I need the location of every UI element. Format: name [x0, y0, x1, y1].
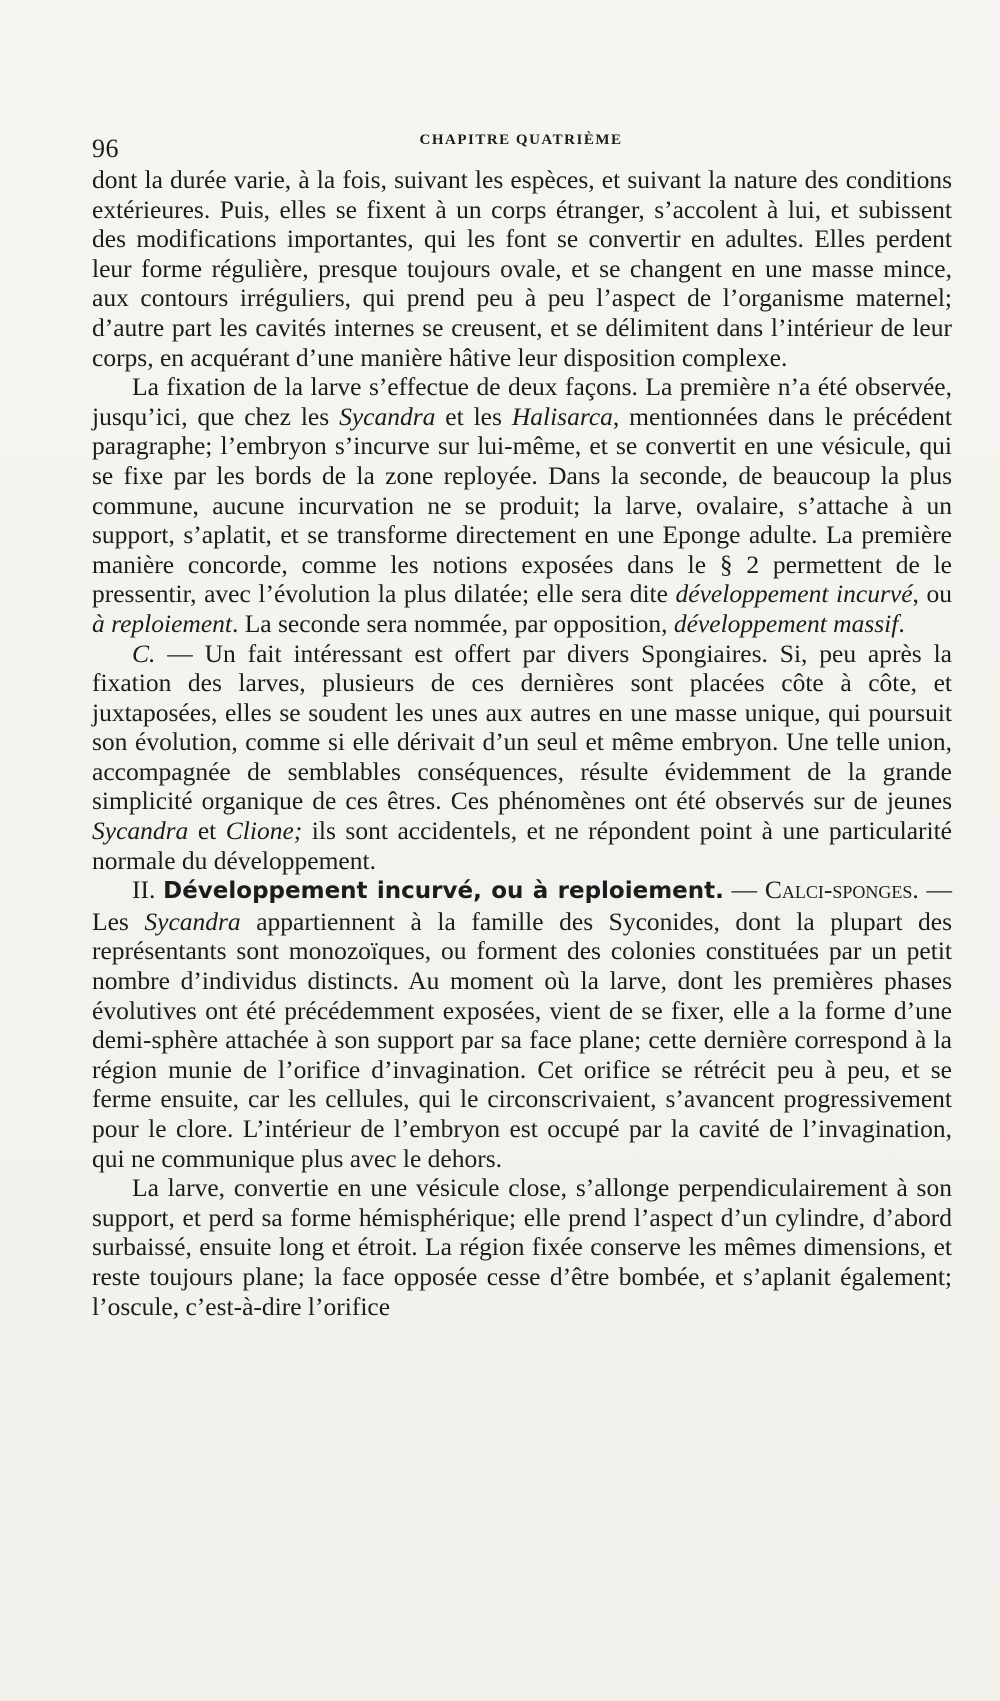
section-letter: C.	[132, 638, 156, 668]
paragraph-fixation	[92, 372, 952, 638]
text-run: ils sont accidentels, et ne répondent point à une particularité normale du développement.	[92, 816, 952, 875]
body-text	[92, 165, 952, 1321]
section-heading: Développement incurvé, ou à reploiement.	[163, 878, 724, 905]
text-run: , ou	[912, 579, 953, 609]
text-run: et les	[435, 401, 512, 431]
subsection-label: Calci-sponges.	[764, 875, 919, 905]
section-numeral: II.	[132, 875, 156, 905]
paragraph-larve: La larve, convertie en une vésicule close, s’allonge perpendiculairement à son support, et perd sa forme hémisphérique; elle prend l’aspect d’un cylindre, d’abord surbaissé, ensuite long et étroit. La région fixée conserve les mêmes dimensions, et reste toujours plane; la face opposée cesse d’être bombée, et s’aplanit également; l’oscule, c’est-à-dire l’orifice	[92, 1173, 952, 1321]
taxon-name: Sycandra	[92, 816, 189, 846]
taxon-name: Clione;	[225, 816, 303, 846]
text-run: — Un fait intéressant est offert par divers Spongiaires. Si, peu après la fixation des larves, plusieurs de ces dernières sont placées côte à côte, et juxtaposées, elles se soudent les unes aux autres en une masse unique, qui poursuit son évolution, comme si elle dérivait d’un seul et même embryon. Une telle union, accompagnée de semblables conséquences, résulte évidemment de la grande simplicité organique de ces êtres. Ces phénomènes ont été observés sur de jeunes	[92, 638, 952, 816]
term-italic: à reploiement	[92, 608, 232, 638]
taxon-name: Halisarca	[511, 401, 613, 431]
text-run: .	[898, 608, 905, 638]
term-italic: développement massif	[673, 608, 899, 638]
text-run: — Les	[92, 875, 953, 936]
text-run: La fixation de la larve s’effectue de deux façons. La première n’a été observée, jusqu’ici, que chez les	[92, 372, 952, 431]
paragraph-c	[92, 639, 952, 876]
paragraph-section-ii	[92, 875, 952, 1173]
taxon-name: Sycandra	[144, 906, 241, 936]
text-run: appartiennent à la famille des Syconides, dont la plupart des représentants sont monozoïques, ou forment des colonies constituées par un petit nombre d’individus distincts. Au moment où la larve, dont les premières phases évolutives ont été précédemment exposées, vient de se fixer, elle a la forme d’une demi-sphère attachée à son support par sa face plane; cette dernière correspond à la région munie de l’orifice d’invagination. Cet orifice se rétrécit peu à peu, et se ferme ensuite, car les cellules, qui le circonscrivaient, s’avancent progressivement pour le clore. L’intérieur de l’embryon est occupé par la cavité de l’invagination, qui ne communique plus avec le dehors.	[92, 906, 952, 1173]
taxon-name: Sycandra	[339, 401, 436, 431]
text-run: et	[188, 816, 226, 846]
running-head	[92, 128, 950, 168]
paragraph-continuation: dont la durée varie, à la fois, suivant les espèces, et suivant la nature des conditions extérieures. Puis, elles se fixent à un corps étranger, s’accolent à lui, et subissent des modifications importantes, qui les font se convertir en adultes. Elles perdent leur forme régulière, presque toujours ovale, et se changent en une masse mince, aux contours irréguliers, qui prend peu à peu l’aspect de l’organisme maternel; d’autre part les cavités internes se creusent, et se délimitent dans l’intérieur de leur corps, en acquérant d’une manière hâtive leur disposition complexe.	[92, 165, 952, 372]
text-run: , mentionnées dans le précédent paragraphe; l’embryon s’incurve sur lui-même, et se convertit en une vésicule, qui se fixe par les bords de la zone reployée. Dans la seconde, de beaucoup la plus commune, aucune incurvation ne se produit; la larve, ovalaire, s’attache à un support, s’aplatit, et se transforme directement en une Eponge adulte. La première manière concorde, comme les notions exposées dans le § 2 permettent de le pressentir, avec l’évolution la plus dilatée; elle sera dite	[92, 401, 952, 609]
text-run: —	[723, 875, 765, 905]
term-italic: développement incurvé	[675, 579, 913, 609]
chapter-title: CHAPITRE QUATRIÈME	[419, 132, 623, 148]
text-run: . La seconde sera nommée, par opposition,	[231, 608, 674, 638]
page-number: 96	[92, 134, 119, 163]
